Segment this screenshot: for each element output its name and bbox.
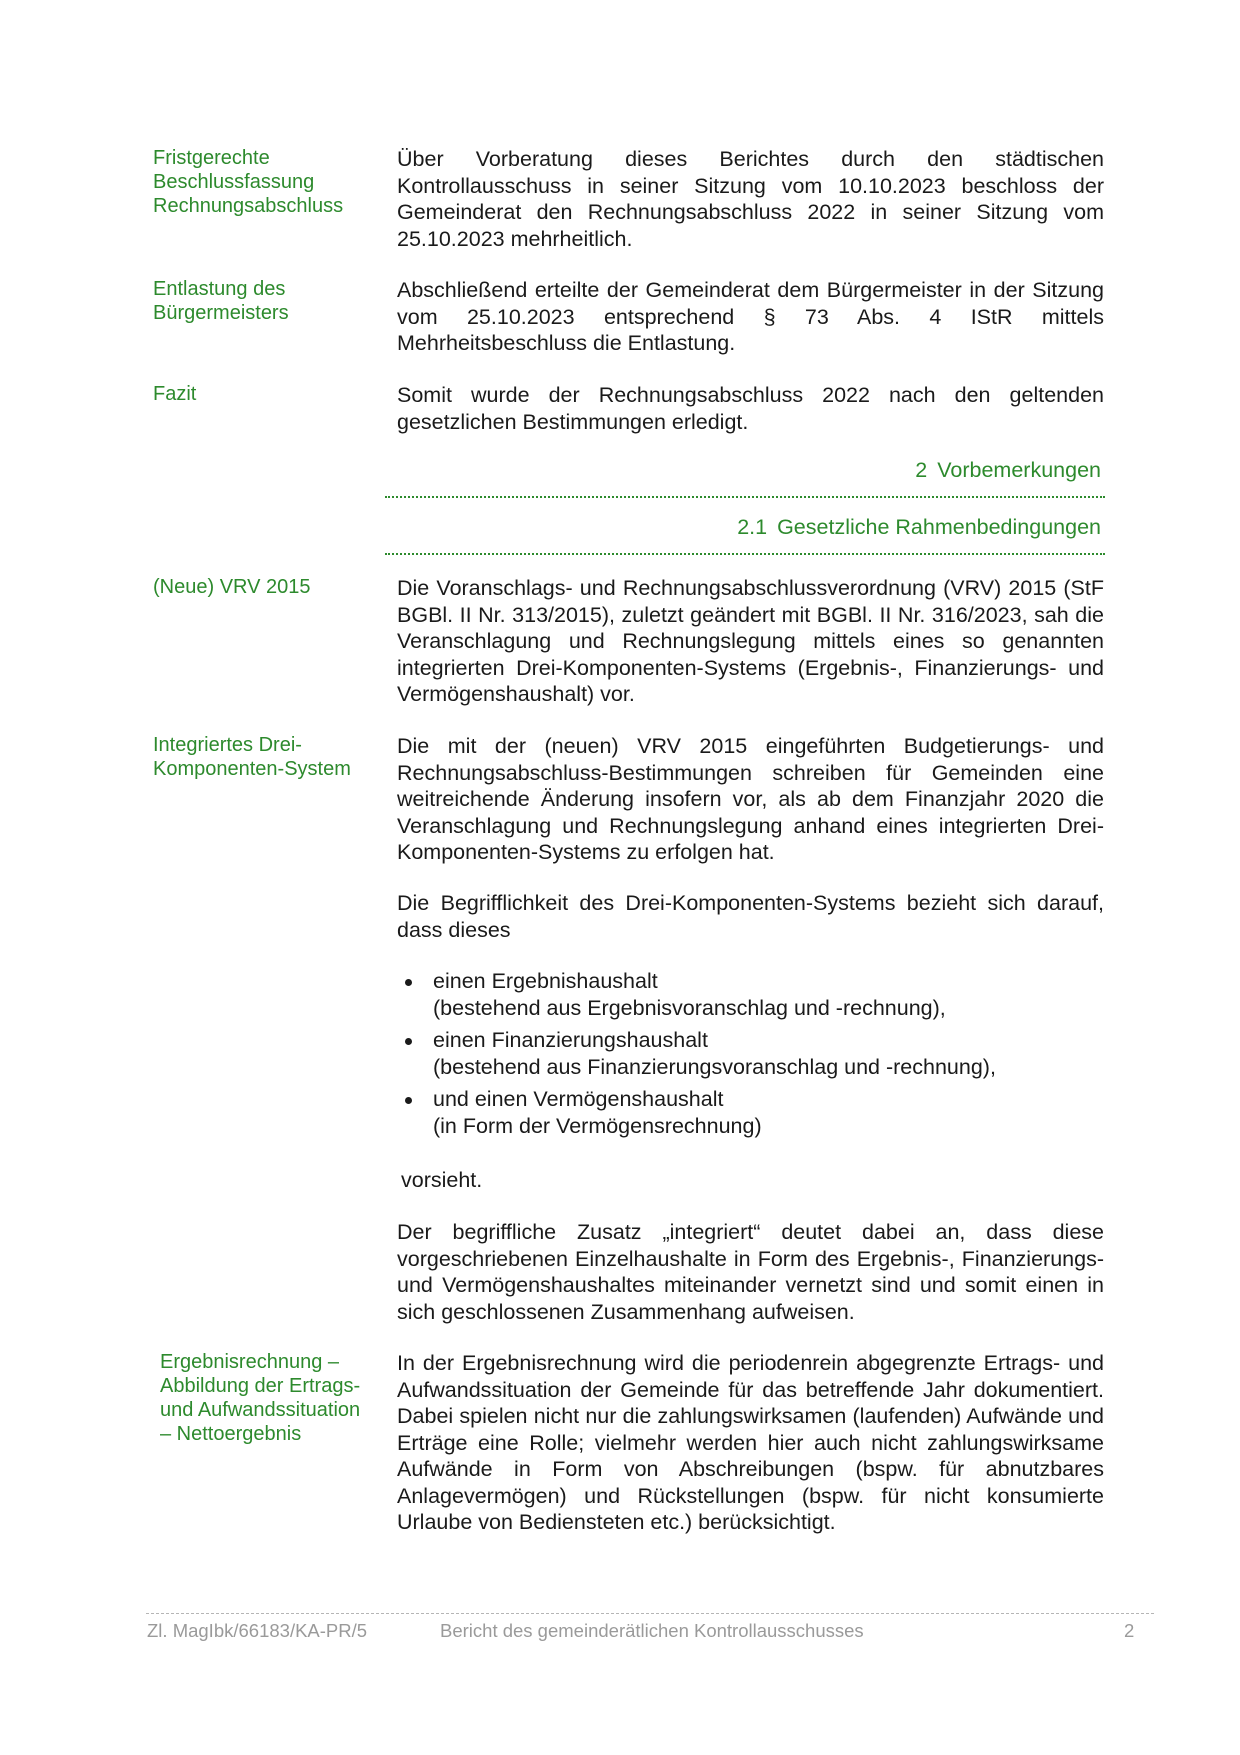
heading-title: Gesetzliche Rahmenbedingungen	[777, 515, 1101, 539]
list-item: und einen Vermögenshaushalt (in Form der Vermögensrechnung)	[397, 1086, 1104, 1139]
paragraph-ergebnisrechnung: In der Ergebnisrechnung wird die periodenrein abgegrenzte Ertrags- und Aufwandssituation der Gemeinde für das betreffende Jahr dokumentiert. Dabei spielen nicht nur die zahlungswirksamen (laufenden) Aufwände und Erträge eine Rolle; vielmehr werden hier auch nicht zahlungswirksame Aufwände in Form von Abschreibungen (bspw. für abnutzbares Anlagevermögen) und Rückstellungen (bspw. für nicht konsumierte Urlaube von Bediensteten etc.) berücksichtigt.	[397, 1351, 1104, 1534]
section-heading-vorbemerkungen	[385, 458, 1105, 498]
bullet-list-haushalte	[397, 968, 1104, 1145]
paragraph-entlastung: Abschließend erteilte der Gemeinderat dem Bürgermeister in der Sitzung vom 25.10.2023 entsprechend § 73 Abs. 4 IStR mittels Mehrheitsbeschluss die Entlastung.	[397, 278, 1104, 355]
margin-note-entlastung: Entlastung des Bürgermeisters	[153, 278, 289, 324]
margin-note-fazit: Fazit	[153, 383, 197, 405]
paragraph-drei-komponenten-system: Die mit der (neuen) VRV 2015 eingeführten Budgetierungs- und Rechnungsabschluss-Bestimmungen schreiben für Gemeinden eine weitreichende Änderung insofern vor, als ab dem Finanzjahr 2020 die Veranschlagung und Rechnungslegung anhand eines integrierten Drei-Komponenten-Systems zu erfolgen hat.	[397, 734, 1104, 864]
list-item: einen Ergebnishaushalt (bestehend aus Ergebnisvoranschlag und -rechnung),	[397, 968, 1104, 1021]
paragraph-integriert: Der begriffliche Zusatz „integriert“ deutet dabei an, dass diese vorgeschriebenen Einzelhaushalte in Form des Ergebnis-, Finanzierungs- und Vermögenshaushaltes miteinander vernetzt sind und somit einen in sich geschlossenen Zusammenhang aufweisen.	[397, 1220, 1104, 1324]
margin-note-vrv-2015: (Neue) VRV 2015	[153, 576, 311, 598]
list-item: einen Finanzierungshaushalt (bestehend aus Finanzierungsvoranschlag und -rechnung),	[397, 1027, 1104, 1080]
margin-note-ergebnisrechnung: Ergebnisrechnung – Abbildung der Ertrags- und Aufwandssituation – Nettoergebnis	[160, 1351, 361, 1445]
bullet-icon	[405, 979, 412, 986]
section-heading-gesetzliche-rahmenbedingungen	[385, 515, 1105, 555]
paragraph-fazit: Somit wurde der Rechnungsabschluss 2022 nach den geltenden gesetzlichen Bestimmungen erledigt.	[397, 383, 1104, 434]
heading-number: 2	[915, 458, 928, 482]
bullet-icon	[405, 1038, 412, 1045]
footer-title: Bericht des gemeinderätlichen Kontrollausschusses	[440, 1620, 864, 1641]
page-number: 2	[1124, 1620, 1135, 1641]
margin-note-fristgerechte-beschlussfassung: Fristgerechte Beschlussfassung Rechnungsabschluss	[153, 147, 344, 217]
footer-divider	[146, 1613, 1154, 1614]
heading-number: 2.1	[737, 515, 768, 539]
footer-reference: Zl. MagIbk/66183/KA-PR/5	[147, 1620, 368, 1641]
paragraph-vorsieht: vorsieht.	[401, 1168, 483, 1192]
heading-title: Vorbemerkungen	[937, 458, 1101, 482]
paragraph-beschlussfassung: Über Vorberatung dieses Berichtes durch den städtischen Kontrollausschuss in seiner Sitzung vom 10.10.2023 beschloss der Gemeinderat den Rechnungsabschluss 2022 in seiner Sitzung vom 25.10.2023 mehrheitlich.	[397, 147, 1104, 251]
paragraph-begrifflichkeit: Die Begrifflichkeit des Drei-Komponenten-Systems bezieht sich darauf, dass dieses	[397, 891, 1104, 942]
paragraph-vrv-2015: Die Voranschlags- und Rechnungsabschlussverordnung (VRV) 2015 (StF BGBl. II Nr. 313/2015), zuletzt geändert mit BGBl. II Nr. 316/2023, sah die Veranschlagung und Rechnungslegung mittels eines so genannten integrierten Drei-Komponenten-Systems (Ergebnis-, Finanzierungs- und Vermögenshaushalt) vor.	[397, 576, 1104, 706]
margin-note-drei-komponenten-system: Integriertes Drei- Komponenten-System	[153, 734, 351, 780]
bullet-icon	[405, 1097, 412, 1104]
